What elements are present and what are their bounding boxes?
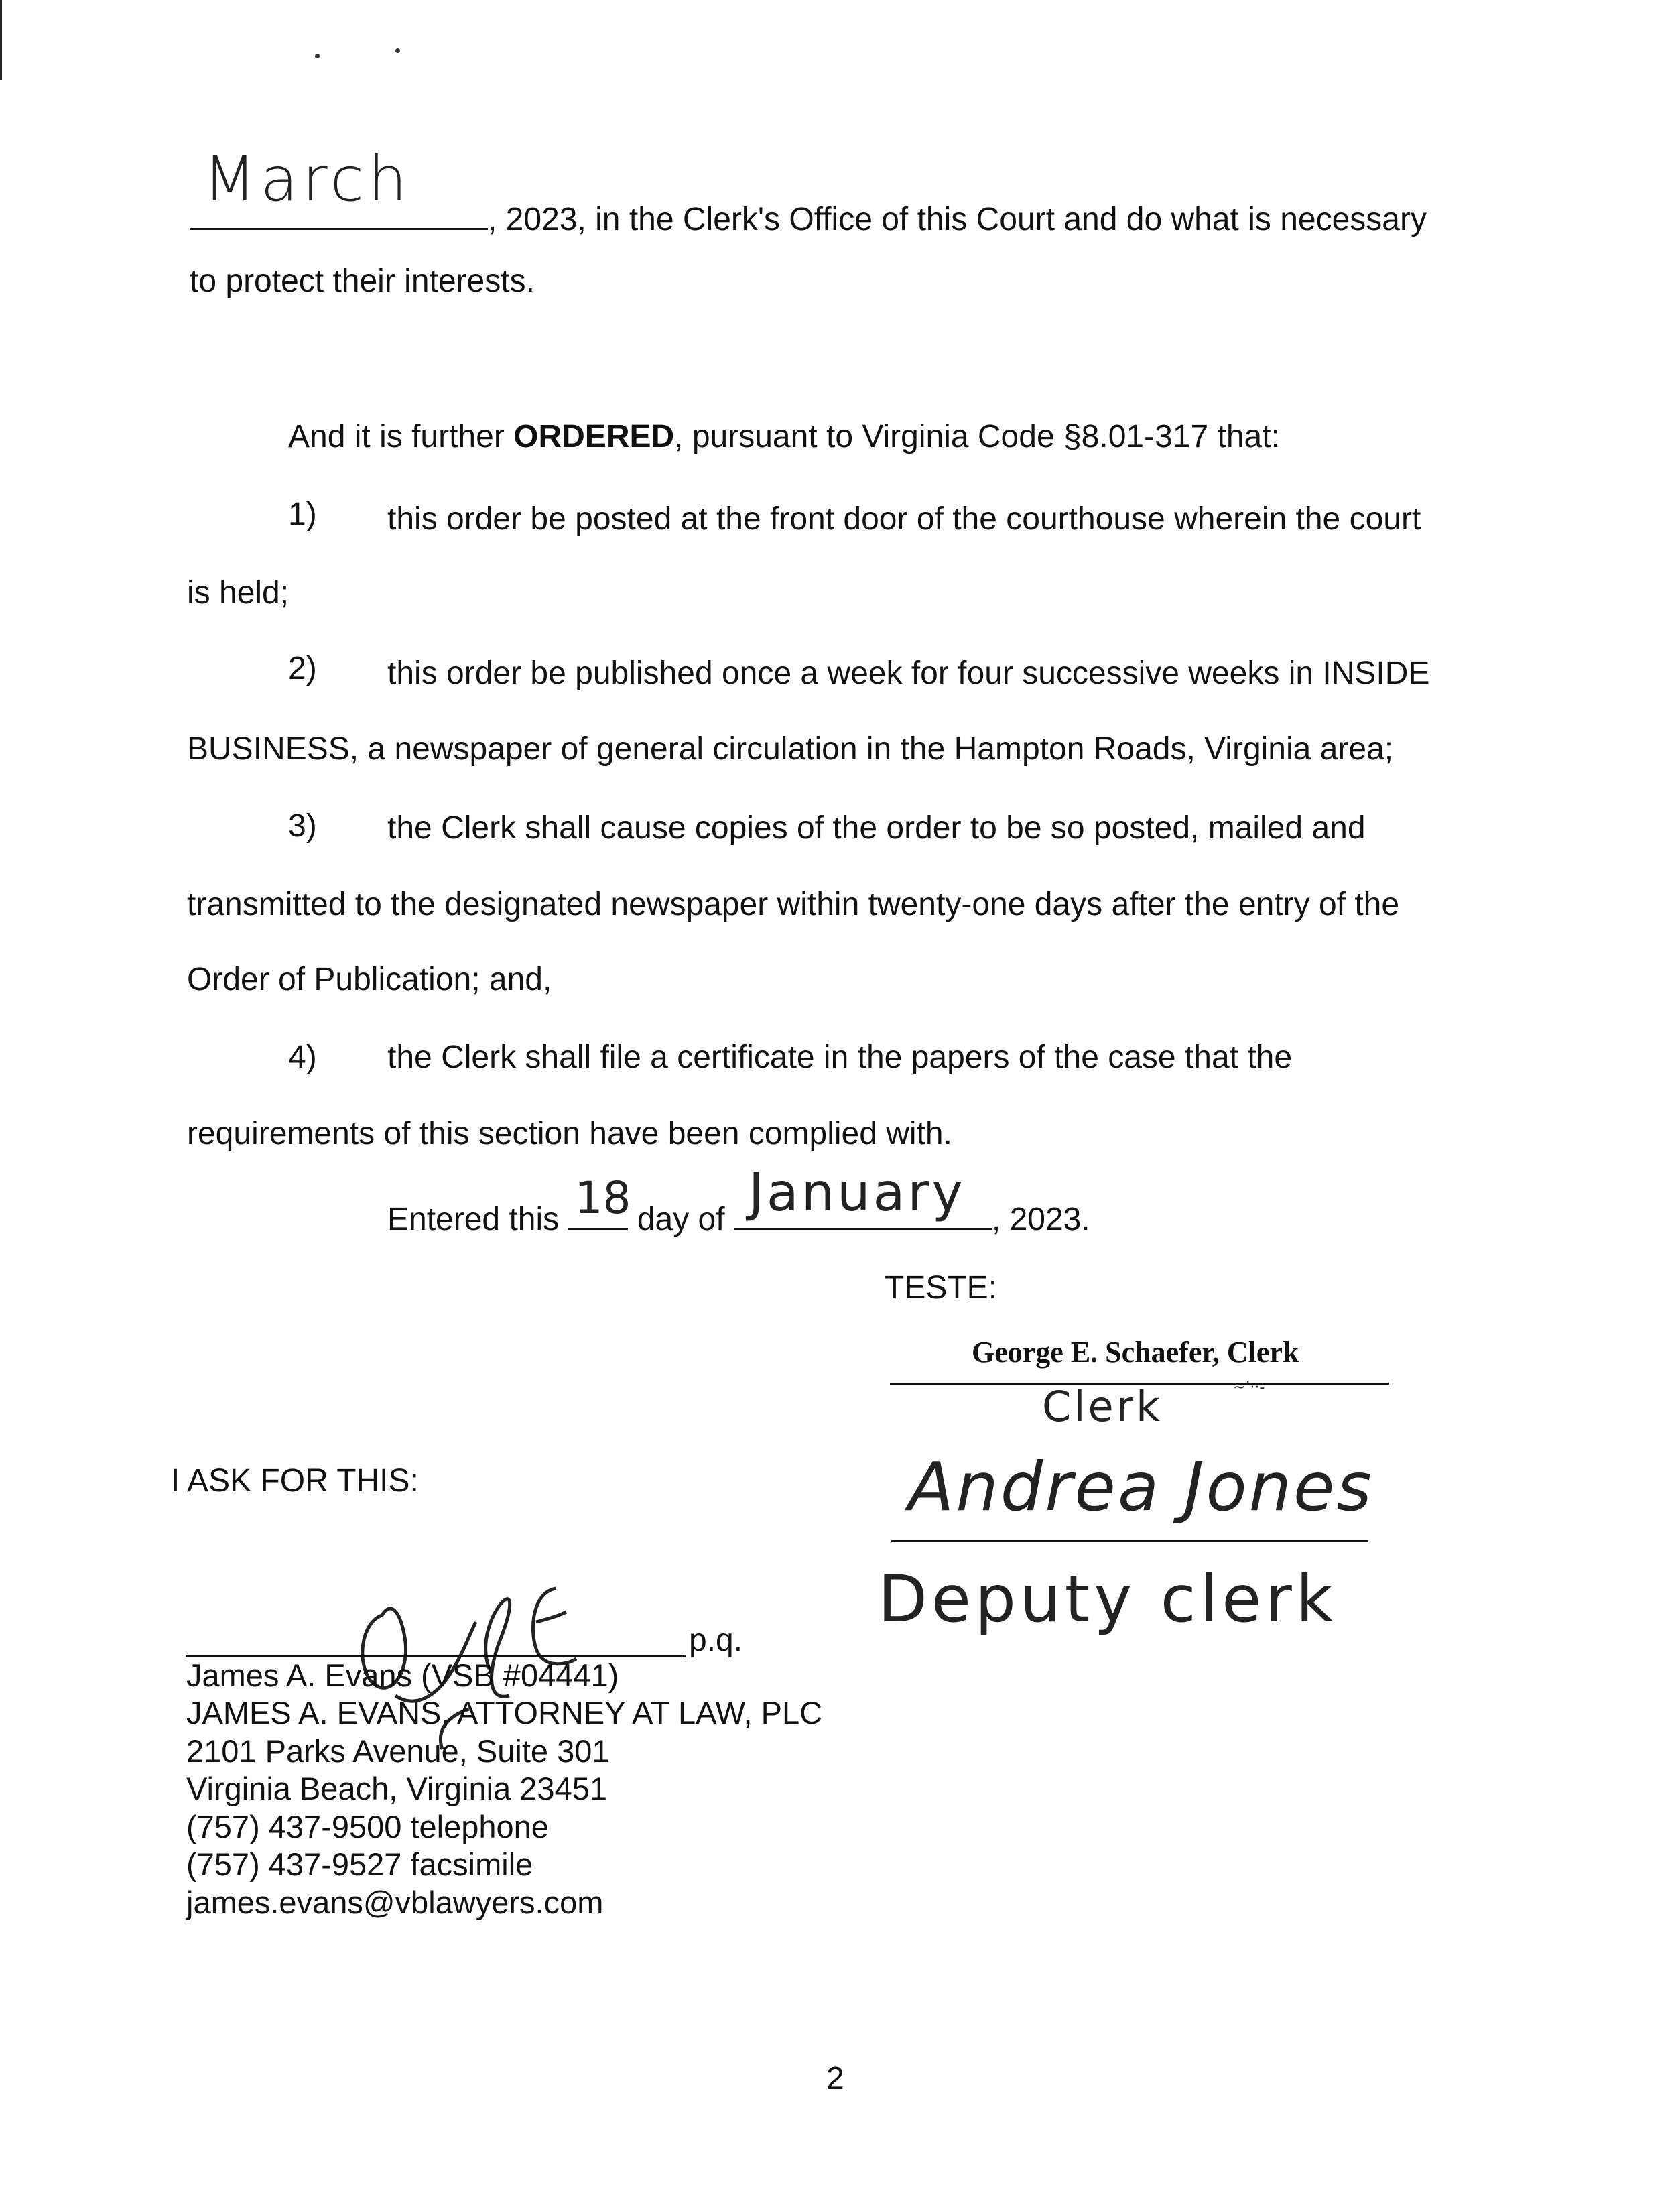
continuation-line-1 [190, 143, 1427, 240]
handwritten-marks: ~’··- [1233, 1379, 1265, 1396]
item-2-text: this order be published once a week for four successive weeks in INSIDE [387, 655, 1430, 691]
item-1-continuation: is held; [187, 575, 289, 611]
item-1-text: this order be posted at the front door of the courthouse wherein the court [387, 501, 1421, 537]
entered-prefix: Entered this [387, 1202, 568, 1237]
scan-speck [395, 48, 400, 53]
item-3-continuation-2: Order of Publication; and, [187, 962, 552, 997]
item-3-text: the Clerk shall cause copies of the order to be so posted, mailed and [387, 810, 1366, 846]
item-4-continuation: requirements of this section have been complied with. [187, 1116, 952, 1151]
entered-mid: day of [628, 1202, 734, 1237]
handwritten-month: March [203, 143, 411, 215]
month-blank-entered [734, 1163, 992, 1230]
continuation-line-2: to protect their interests. [190, 263, 535, 299]
order-intro [288, 417, 1280, 457]
month-blank [190, 143, 488, 230]
day-blank [568, 1172, 631, 1230]
deputy-signature-line [891, 1540, 1368, 1542]
page-number: 2 [826, 2061, 844, 2096]
ordered-bold: ORDERED [513, 419, 675, 454]
attorney-line-4: Virginia Beach, Virginia 23451 [186, 1771, 607, 1806]
item-3-number: 3) [288, 808, 317, 844]
order-intro-prefix: And it is further [288, 419, 514, 454]
order-intro-suffix: , pursuant to Virginia Code §8.01-317 that: [674, 419, 1280, 454]
teste-label: TESTE: [885, 1270, 998, 1306]
attorney-line-5: (757) 437-9500 telephone [186, 1809, 549, 1844]
item-3-continuation-1: transmitted to the designated newspaper within twenty-one days after the entry of the [187, 887, 1400, 922]
handwritten-day: 18 [574, 1172, 631, 1224]
attorney-line-2: JAMES A. EVANS, ATTORNEY AT LAW, PLC [186, 1695, 823, 1731]
handwritten-entered-month: January [748, 1163, 966, 1223]
attorney-email: james.evans@vblawyers.com [186, 1885, 604, 1920]
deputy-signature: Andrea Jones [908, 1448, 1374, 1526]
item-4-number: 4) [288, 1040, 317, 1075]
item-4-text: the Clerk shall file a certificate in the papers of the case that the [387, 1040, 1293, 1075]
attorney-line-6: (757) 437-9527 facsimile [186, 1846, 533, 1882]
handwritten-deputy-role: Deputy clerk [878, 1562, 1338, 1637]
clerk-stamp: George E. Schaefer, Clerk [972, 1336, 1299, 1369]
entered-line [387, 1163, 1090, 1240]
attorney-line-3: 2101 Parks Avenue, Suite 301 [186, 1733, 610, 1769]
handwritten-clerk-title: Clerk [1042, 1382, 1163, 1431]
item-2-number: 2) [288, 651, 317, 686]
scan-speck [315, 54, 320, 58]
item-1-number: 1) [288, 497, 317, 532]
attorney-line-1: James A. Evans (VSB #04441) [186, 1657, 619, 1693]
item-2-continuation: BUSINESS, a newspaper of general circulation in the Hampton Roads, Virginia area; [187, 731, 1394, 767]
scan-edge-mark [0, 0, 2, 80]
continuation-text: , 2023, in the Clerk's Office of this Court and do what is necessary [488, 202, 1427, 237]
entered-suffix: , 2023. [991, 1202, 1090, 1237]
pq-label: p.q. [689, 1623, 743, 1658]
ask-label: I ASK FOR THIS: [171, 1463, 419, 1499]
